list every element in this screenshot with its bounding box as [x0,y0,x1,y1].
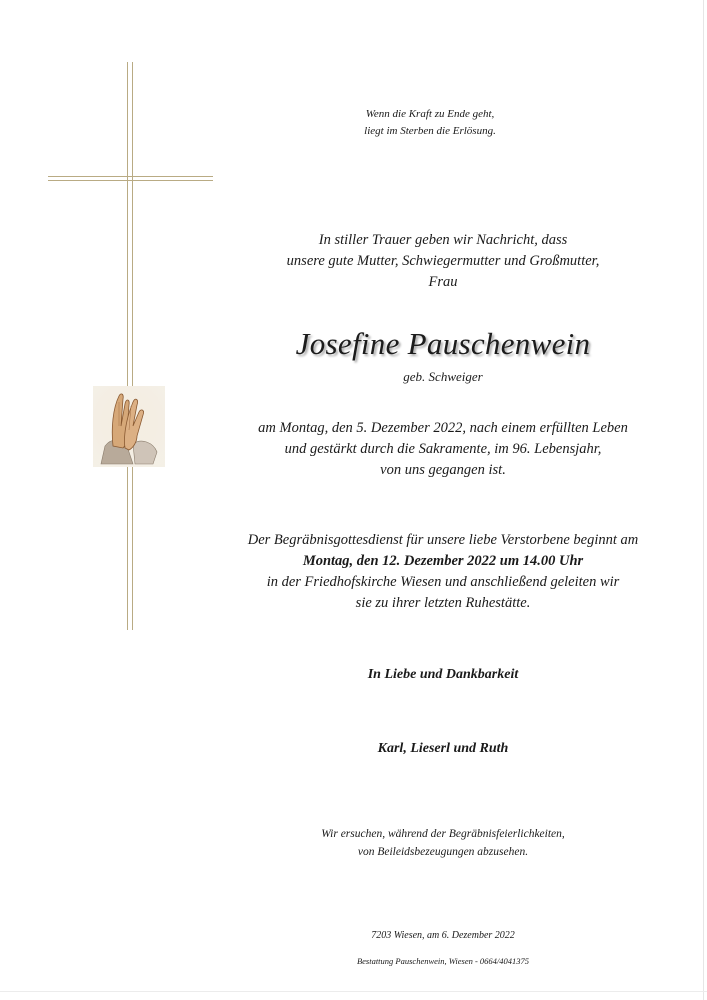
page-edge-bottom [0,991,707,992]
death-line: von uns gegangen ist. [380,462,506,478]
request-line: Wir ersuchen, während der Begräbnisfeierlichkeiten, [321,828,565,840]
death-notice [230,418,656,481]
undertaker: Bestattung Pauschenwein, Wiesen - 0664/4041375 [356,956,530,966]
intro-line: Frau [428,274,458,290]
intro-text [230,230,656,293]
maiden-name: geb. Schweiger [403,369,483,384]
cross-icon [127,62,133,630]
deceased-name: Josefine Pauschenwein [295,326,591,361]
praying-hands-icon [93,386,165,467]
motto-line: liegt im Sterben die Erlösung. [364,125,496,137]
cross-bar [48,176,213,181]
funeral-line: Der Begräbnisgottesdienst für unsere liebe Verstorbene beginnt am [247,532,639,548]
request-line: von Beileidsbezeugungen abzusehen. [357,846,529,858]
funeral-line: in der Friedhofskirche Wiesen und anschließend geleiten wir [266,574,620,590]
page-edge-right [703,0,704,1000]
funeral-datetime: Montag, den 12. Dezember 2022 um 14.00 Uhr [302,553,584,569]
condolence-request [230,825,656,861]
motto [330,106,530,140]
death-line: und gestärkt durch die Sakramente, im 96. Lebensjahr, [284,441,602,457]
intro-line: unsere gute Mutter, Schwiegermutter und Großmutter, [286,253,600,269]
closing-phrase: In Liebe und Dankbarkeit [367,667,519,682]
funeral-line: sie zu ihrer letzten Ruhestätte. [355,595,531,611]
motto-line: Wenn die Kraft zu Ende geht, [365,108,495,120]
place-date: 7203 Wiesen, am 6. Dezember 2022 [371,930,515,941]
intro-line: In stiller Trauer geben wir Nachricht, dass [318,232,568,248]
mourners: Karl, Lieserl und Ruth [377,741,509,756]
funeral-notice [230,530,656,614]
death-line: am Montag, den 5. Dezember 2022, nach einem erfüllten Leben [258,420,628,436]
